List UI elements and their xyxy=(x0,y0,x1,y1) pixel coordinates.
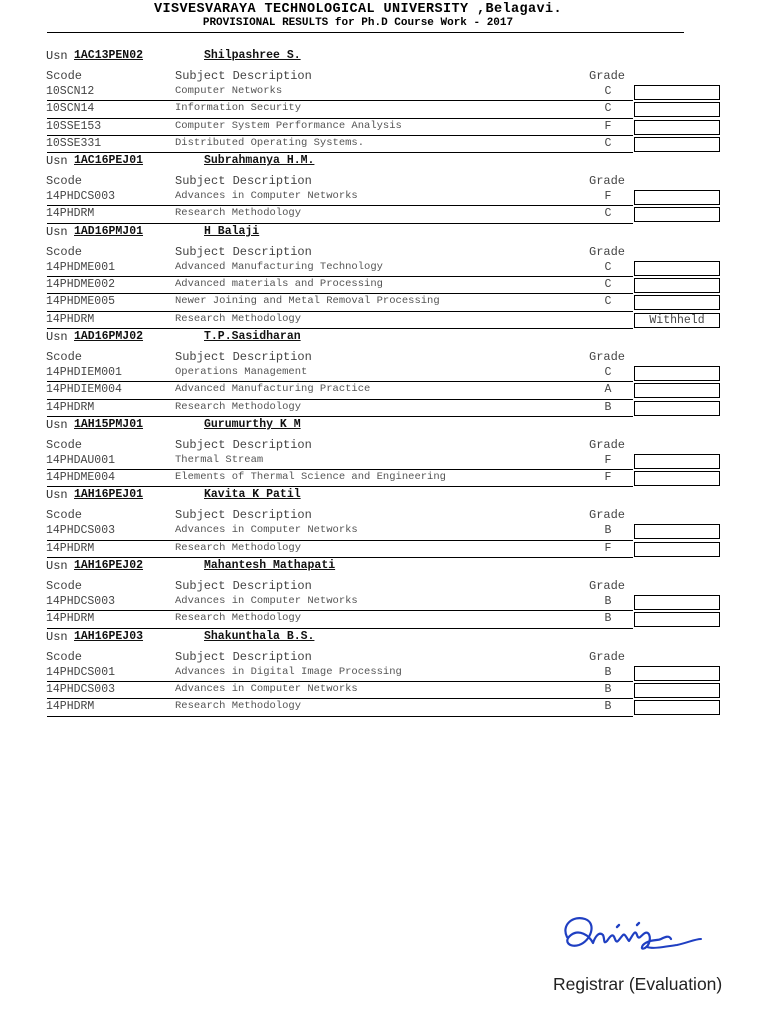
subject-grade: B xyxy=(604,612,612,626)
subject-row xyxy=(0,365,768,382)
subject-row xyxy=(0,699,768,716)
subject-code: 14PHDME002 xyxy=(46,278,116,292)
scode-header: Scode xyxy=(46,349,83,364)
remark-box xyxy=(634,454,720,469)
remark-box xyxy=(634,612,720,627)
column-header-row xyxy=(0,172,768,189)
subject-grade: B xyxy=(604,665,612,679)
subject-description: Advances in Computer Networks xyxy=(175,682,358,695)
subject-code: 14PHDCS003 xyxy=(46,524,116,538)
student-name: H Balaji xyxy=(204,224,260,238)
subject-row xyxy=(0,541,768,558)
student-record xyxy=(0,153,768,224)
subject-row xyxy=(0,594,768,611)
usn-value: 1AD16PMJ01 xyxy=(74,224,144,238)
usn-label: Usn xyxy=(46,49,68,63)
student-name: Mahantesh Mathapati xyxy=(204,559,336,573)
subject-code: 14PHDCS003 xyxy=(46,190,116,204)
subject-code: 14PHDCS003 xyxy=(46,682,116,696)
column-header-row xyxy=(0,577,768,594)
scode-header: Scode xyxy=(46,579,83,594)
usn-value: 1AH16PEJ02 xyxy=(74,559,144,573)
subject-grade: B xyxy=(604,682,612,696)
subject-grade: B xyxy=(604,524,612,538)
remark-box xyxy=(634,120,720,135)
subject-description: Advances in Computer Networks xyxy=(175,190,358,203)
subject-row xyxy=(0,206,768,223)
grade-header: Grade xyxy=(589,508,626,523)
subject-code: 14PHDAU001 xyxy=(46,453,116,467)
subject-row xyxy=(0,382,768,399)
student-record xyxy=(0,48,768,153)
subject-code: 14PHDRM xyxy=(46,700,95,714)
subject-code: 14PHDRM xyxy=(46,207,95,221)
usn-value: 1AC16PEJ01 xyxy=(74,154,144,168)
usn-label: Usn xyxy=(46,417,68,432)
subject-description: Research Methodology xyxy=(175,400,302,413)
subject-description: Research Methodology xyxy=(175,207,302,220)
usn-label: Usn xyxy=(46,154,68,169)
usn-label: Usn xyxy=(46,488,68,503)
subject-description-header: Subject Description xyxy=(175,174,312,189)
subject-row xyxy=(0,119,768,136)
subject-description: Advances in Digital Image Processing xyxy=(175,665,402,678)
grade-header: Grade xyxy=(589,349,626,364)
usn-value: 1AH16PEJ03 xyxy=(74,629,144,643)
column-header-row xyxy=(0,506,768,523)
grade-header: Grade xyxy=(589,244,626,259)
subject-description-header: Subject Description xyxy=(175,437,312,452)
subject-description: Advanced Manufacturing Technology xyxy=(175,260,383,273)
student-record xyxy=(0,558,768,629)
subject-description: Research Methodology xyxy=(175,312,302,325)
remark-box xyxy=(634,207,720,222)
usn-row xyxy=(0,153,768,172)
remark-box xyxy=(634,683,720,698)
subject-row xyxy=(0,277,768,294)
subject-description: Thermal Stream xyxy=(175,453,264,466)
subject-description: Information Security xyxy=(175,102,302,115)
subject-grade: F xyxy=(604,190,612,204)
registrar-caption: Registrar (Evaluation) xyxy=(553,974,723,994)
scode-header: Scode xyxy=(46,244,83,259)
subject-grade: F xyxy=(604,471,612,485)
subject-row xyxy=(0,84,768,101)
subject-code: 14PHDME004 xyxy=(46,471,116,485)
subject-description-header: Subject Description xyxy=(175,649,312,664)
subject-code: 10SSE331 xyxy=(46,136,102,150)
student-record xyxy=(0,487,768,558)
student-record xyxy=(0,629,768,717)
remark-box xyxy=(634,401,720,416)
student-name: Shakunthala B.S. xyxy=(204,629,315,643)
subject-grade: B xyxy=(604,700,612,714)
subject-code: 14PHDRM xyxy=(46,400,95,414)
column-header-row xyxy=(0,348,768,365)
student-record xyxy=(0,417,768,488)
student-name: Subrahmanya H.M. xyxy=(204,154,315,168)
subject-description: Advances in Computer Networks xyxy=(175,524,358,537)
subject-code: 14PHDME001 xyxy=(46,260,116,274)
subject-row xyxy=(0,312,768,329)
subject-description-header: Subject Description xyxy=(175,579,312,594)
grade-header: Grade xyxy=(589,649,626,664)
subject-code: 14PHDME005 xyxy=(46,295,116,309)
subject-description: Computer Networks xyxy=(175,85,283,97)
usn-row xyxy=(0,487,768,506)
subject-grade: F xyxy=(604,453,612,467)
subject-code: 10SCN14 xyxy=(46,102,95,116)
usn-row xyxy=(0,224,768,243)
subject-grade: C xyxy=(604,136,612,150)
remark-box xyxy=(634,366,720,381)
remark-box xyxy=(634,261,720,276)
remark-box xyxy=(634,295,720,310)
grade-header: Grade xyxy=(589,579,626,594)
subject-code: 14PHDRM xyxy=(46,612,95,626)
subject-row xyxy=(0,136,768,153)
subject-row xyxy=(0,682,768,699)
subject-row xyxy=(0,400,768,417)
university-title: VISVESVARAYA TECHNOLOGICAL UNIVERSITY ,Belagavi. xyxy=(153,2,563,17)
subject-code: 14PHDIEM001 xyxy=(46,365,122,379)
column-header-row xyxy=(0,436,768,453)
remark-box: Withheld xyxy=(634,313,720,328)
subject-description: Newer Joining and Metal Removal Processing xyxy=(175,295,440,308)
subject-description: Distributed Operating Systems. xyxy=(175,136,365,149)
column-header-row xyxy=(0,243,768,260)
subject-description: Research Methodology xyxy=(175,700,302,713)
subject-row xyxy=(0,101,768,118)
subject-grade: F xyxy=(604,119,612,133)
subject-code: 14PHDCS003 xyxy=(46,595,116,609)
remark-box xyxy=(634,542,720,557)
column-header-row xyxy=(0,648,768,665)
subject-code: 10SSE153 xyxy=(46,119,102,133)
subject-grade: C xyxy=(604,295,612,309)
subject-grade: C xyxy=(604,278,612,292)
subject-description: Research Methodology xyxy=(175,541,302,554)
scode-header: Scode xyxy=(46,174,83,189)
subject-grade: A xyxy=(604,383,612,397)
student-name: Shilpashree S. xyxy=(204,49,301,62)
subject-description: Advances in Computer Networks xyxy=(175,595,358,608)
subject-description-header: Subject Description xyxy=(175,69,312,83)
student-name: Kavita K Patil xyxy=(204,488,301,502)
row-underline xyxy=(47,716,633,717)
usn-label: Usn xyxy=(46,224,68,239)
usn-row xyxy=(0,48,768,67)
remark-box xyxy=(634,383,720,398)
subject-grade: C xyxy=(604,365,612,379)
subject-description-header: Subject Description xyxy=(175,508,312,523)
subject-grade: F xyxy=(604,541,612,555)
subject-row xyxy=(0,260,768,277)
usn-label: Usn xyxy=(46,329,68,344)
student-record xyxy=(0,329,768,417)
subject-code: 14PHDIEM004 xyxy=(46,383,122,397)
scode-header: Scode xyxy=(46,649,83,664)
usn-value: 1AH15PMJ01 xyxy=(74,417,144,431)
subject-row xyxy=(0,470,768,487)
remark-box xyxy=(634,524,720,539)
subject-description: Research Methodology xyxy=(175,612,302,625)
student-name: Gurumurthy K M xyxy=(204,417,301,431)
subject-description: Advanced materials and Processing xyxy=(175,278,383,291)
scode-header: Scode xyxy=(46,508,83,523)
remark-box xyxy=(634,666,720,681)
grade-header: Grade xyxy=(589,174,626,189)
subject-code: 14PHDCS001 xyxy=(46,665,116,679)
remark-box xyxy=(634,190,720,205)
subject-row xyxy=(0,189,768,206)
scode-header: Scode xyxy=(46,69,83,83)
subject-row xyxy=(0,665,768,682)
student-record xyxy=(0,224,768,329)
subject-description-header: Subject Description xyxy=(175,244,312,259)
usn-row xyxy=(0,558,768,577)
usn-row xyxy=(0,329,768,348)
usn-label: Usn xyxy=(46,629,68,644)
remark-box xyxy=(634,85,720,100)
subject-description: Computer System Performance Analysis xyxy=(175,119,402,132)
header-divider xyxy=(47,32,684,33)
usn-row xyxy=(0,629,768,648)
remark-box xyxy=(634,278,720,293)
scode-header: Scode xyxy=(46,437,83,452)
subject-grade: B xyxy=(604,400,612,414)
subject-row xyxy=(0,294,768,311)
results-list xyxy=(0,48,768,717)
subject-description-header: Subject Description xyxy=(175,349,312,364)
subject-description: Elements of Thermal Science and Engineering xyxy=(175,471,446,484)
usn-label: Usn xyxy=(46,559,68,574)
registrar-signature xyxy=(553,905,713,965)
subject-grade: C xyxy=(604,207,612,221)
usn-value: 1AH16PEJ01 xyxy=(74,488,144,502)
subject-description: Operations Management xyxy=(175,365,308,378)
subject-grade: B xyxy=(604,595,612,609)
remark-box xyxy=(634,471,720,486)
remark-box xyxy=(634,102,720,117)
usn-value: 1AC13PEN02 xyxy=(74,49,144,62)
remark-box xyxy=(634,137,720,152)
grade-header: Grade xyxy=(589,69,626,83)
usn-row xyxy=(0,417,768,436)
subject-code: 14PHDRM xyxy=(46,312,95,326)
student-name: T.P.Sasidharan xyxy=(204,329,301,343)
usn-value: 1AD16PMJ02 xyxy=(74,329,144,343)
subject-grade: C xyxy=(604,260,612,274)
subject-description: Advanced Manufacturing Practice xyxy=(175,383,371,396)
subject-grade: C xyxy=(604,102,612,116)
column-header-row xyxy=(0,67,768,84)
subject-code: 10SCN12 xyxy=(46,85,95,98)
subject-grade: C xyxy=(604,85,612,98)
remark-box xyxy=(634,700,720,715)
subject-code: 14PHDRM xyxy=(46,541,95,555)
subject-row xyxy=(0,611,768,628)
subject-row xyxy=(0,453,768,470)
subject-row xyxy=(0,523,768,540)
grade-header: Grade xyxy=(589,437,626,452)
remark-box xyxy=(634,595,720,610)
results-subtitle: PROVISIONAL RESULTS for Ph.D Course Work - 2017 xyxy=(202,17,514,29)
